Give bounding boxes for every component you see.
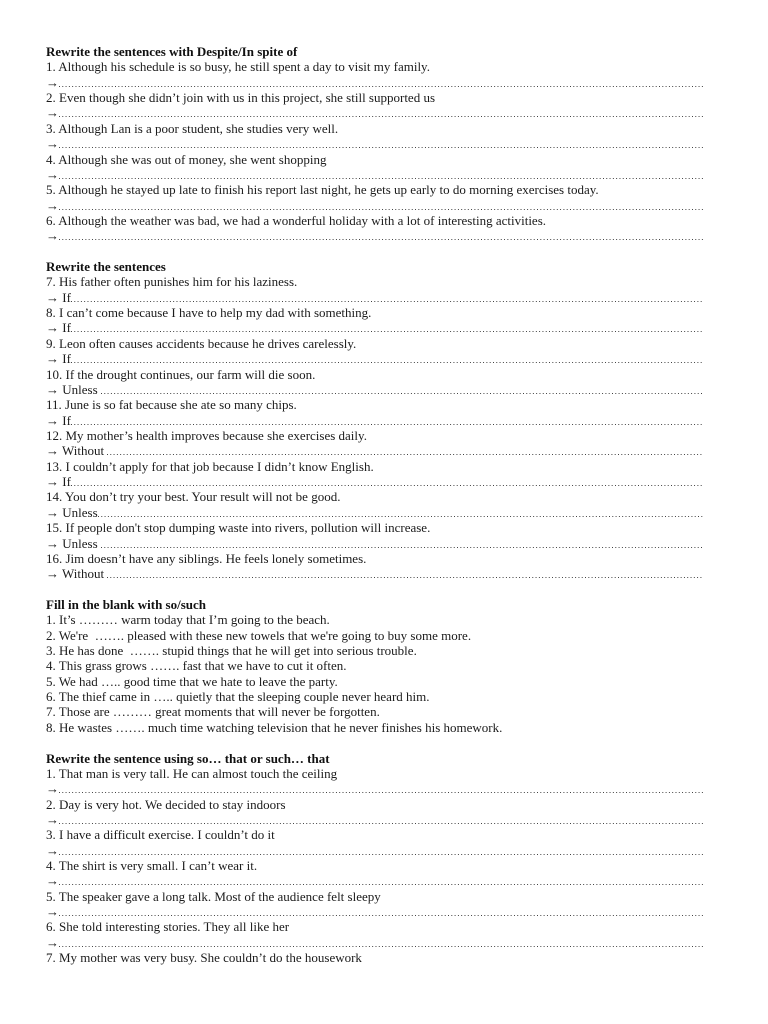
answer-line <box>46 198 703 213</box>
dotted-leader <box>59 843 703 858</box>
section-rewrite-conditionals <box>46 259 703 582</box>
question-text: 6. Although the weather was bad, we had a wonderful holiday with a lot of interesting activities. <box>46 212 547 228</box>
answer-line <box>46 75 703 90</box>
worksheet <box>46 44 703 966</box>
dotted-leader <box>59 935 703 950</box>
answer-line <box>46 228 703 243</box>
answer-line <box>46 566 703 581</box>
answer-line <box>46 781 703 796</box>
dotted-leader <box>107 566 703 581</box>
section-despite-in-spite-of <box>46 44 703 244</box>
dotted-leader <box>71 320 703 335</box>
question-text: 13. I couldn’t apply for that job because I didn’t know English. <box>46 458 374 474</box>
dotted-leader <box>101 536 703 551</box>
answer-line <box>46 843 703 858</box>
answer-line <box>46 382 703 397</box>
dotted-leader <box>71 474 703 489</box>
answer-prefix: → If <box>46 412 71 428</box>
fill-blank-item: 6. The thief came in ….. quietly that the sleeping couple never heard him. <box>46 689 430 705</box>
question-text: 2. Day is very hot. We decided to stay indoors <box>46 796 286 812</box>
section-heading: Rewrite the sentences with Despite/In spite of <box>46 44 298 59</box>
question-text: 7. My mother was very busy. She couldn’t do the housework <box>46 950 362 966</box>
question-text: 8. I can’t come because I have to help my dad with something. <box>46 305 372 321</box>
dotted-leader <box>101 382 703 397</box>
question-text: 6. She told interesting stories. They all like her <box>46 919 290 935</box>
section-heading: Rewrite the sentences <box>46 259 166 275</box>
dotted-leader <box>59 167 703 182</box>
answer-line <box>46 873 703 888</box>
answer-prefix: → <box>46 105 59 121</box>
fill-blank-item: 3. He has done ……. stupid things that he will get into serious trouble. <box>46 643 417 659</box>
answer-prefix: → <box>46 904 59 920</box>
answer-prefix: → <box>46 136 59 152</box>
dotted-leader <box>59 198 703 213</box>
answer-line <box>46 536 703 551</box>
answer-prefix: → <box>46 228 59 244</box>
question-text: 3. Although Lan is a poor student, she studies very well. <box>46 120 339 136</box>
dotted-leader <box>59 75 703 90</box>
fill-blank-item: 4. This grass grows ……. fast that we have to cut it often. <box>46 658 347 674</box>
answer-line <box>46 167 703 182</box>
answer-prefix: → <box>46 934 59 950</box>
answer-line <box>46 320 703 335</box>
answer-prefix: → <box>46 873 59 889</box>
answer-prefix: → Unless <box>46 535 101 551</box>
dotted-leader <box>59 904 703 919</box>
answer-line <box>46 136 703 151</box>
dotted-leader <box>59 873 703 888</box>
blank-line <box>46 735 703 750</box>
answer-prefix: → Without <box>46 443 108 459</box>
dotted-leader <box>59 812 703 827</box>
question-text: 1. Although his schedule is so busy, he still spent a day to visit my family. <box>46 59 430 75</box>
dotted-leader <box>59 105 703 120</box>
question-text: 10. If the drought continues, our farm will die soon. <box>46 366 316 382</box>
question-text: 14. You don’t try your best. Your result will not be good. <box>46 489 341 505</box>
answer-line <box>46 413 703 428</box>
answer-line <box>46 443 703 458</box>
question-text: 5. The speaker gave a long talk. Most of the audience felt sleepy <box>46 888 381 904</box>
blank-line <box>46 582 703 597</box>
fill-blank-item: 1. It’s ……… warm today that I’m going to the beach. <box>46 612 330 628</box>
question-text: 9. Leon often causes accidents because he drives carelessly. <box>46 335 357 351</box>
fill-blank-item: 2. We're ……. pleased with these new towels that we're going to buy some more. <box>46 627 472 643</box>
question-text: 1. That man is very tall. He can almost touch the ceiling <box>46 765 338 781</box>
dotted-leader <box>59 136 703 151</box>
answer-prefix: → Unless <box>46 504 98 520</box>
dotted-leader <box>59 228 703 243</box>
answer-line <box>46 105 703 120</box>
answer-prefix: → <box>46 74 59 90</box>
dotted-leader <box>71 351 703 366</box>
dotted-leader <box>59 781 703 796</box>
section-heading: Rewrite the sentence using so… that or such… that <box>46 750 330 766</box>
question-text: 7. His father often punishes him for his laziness. <box>46 274 298 290</box>
answer-prefix: → If <box>46 289 71 305</box>
answer-line <box>46 290 703 305</box>
dotted-leader <box>98 505 703 520</box>
answer-prefix: → <box>46 166 59 182</box>
answer-line <box>46 812 703 827</box>
answer-line <box>46 505 703 520</box>
question-text: 5. Although he stayed up late to finish his report last night, he gets up early to do morning exercises today. <box>46 182 599 198</box>
question-text: 4. The shirt is very small. I can’t wear it. <box>46 858 258 874</box>
question-text: 3. I have a difficult exercise. I couldn’t do it <box>46 827 275 843</box>
answer-line <box>46 474 703 489</box>
answer-prefix: → If <box>46 351 71 367</box>
answer-line <box>46 904 703 919</box>
section-heading: Fill in the blank with so/such <box>46 596 207 612</box>
dotted-leader <box>71 413 703 428</box>
question-text: 2. Even though she didn’t join with us in this project, she still supported us <box>46 90 436 106</box>
section-fill-so-such <box>46 597 703 735</box>
question-text: 4. Although she was out of money, she went shopping <box>46 151 327 167</box>
answer-line <box>46 351 703 366</box>
answer-prefix: → If <box>46 320 71 336</box>
fill-blank-item: 7. Those are ……… great moments that will never be forgotten. <box>46 704 380 720</box>
answer-line <box>46 935 703 950</box>
section-so-that-such-that <box>46 751 703 966</box>
answer-prefix: → Unless <box>46 381 101 397</box>
question-text: 15. If people don't stop dumping waste into rivers, pollution will increase. <box>46 520 431 536</box>
answer-prefix: → <box>46 811 59 827</box>
fill-blank-item: 8. He wastes ……. much time watching television that he never finishes his homework. <box>46 719 503 735</box>
question-text: 11. June is so fat because she ate so many chips. <box>46 397 297 413</box>
question-text: 12. My mother’s health improves because she exercises daily. <box>46 427 367 443</box>
answer-prefix: → If <box>46 474 71 490</box>
fill-blank-item: 5. We had ….. good time that we hate to leave the party. <box>46 673 338 689</box>
answer-prefix: → <box>46 197 59 213</box>
answer-prefix: → Without <box>46 566 108 582</box>
dotted-leader <box>107 443 703 458</box>
answer-prefix: → <box>46 842 59 858</box>
question-text: 16. Jim doesn’t have any siblings. He feels lonely sometimes. <box>46 550 367 566</box>
answer-prefix: → <box>46 781 59 797</box>
blank-line <box>46 244 703 259</box>
dotted-leader <box>71 290 703 305</box>
